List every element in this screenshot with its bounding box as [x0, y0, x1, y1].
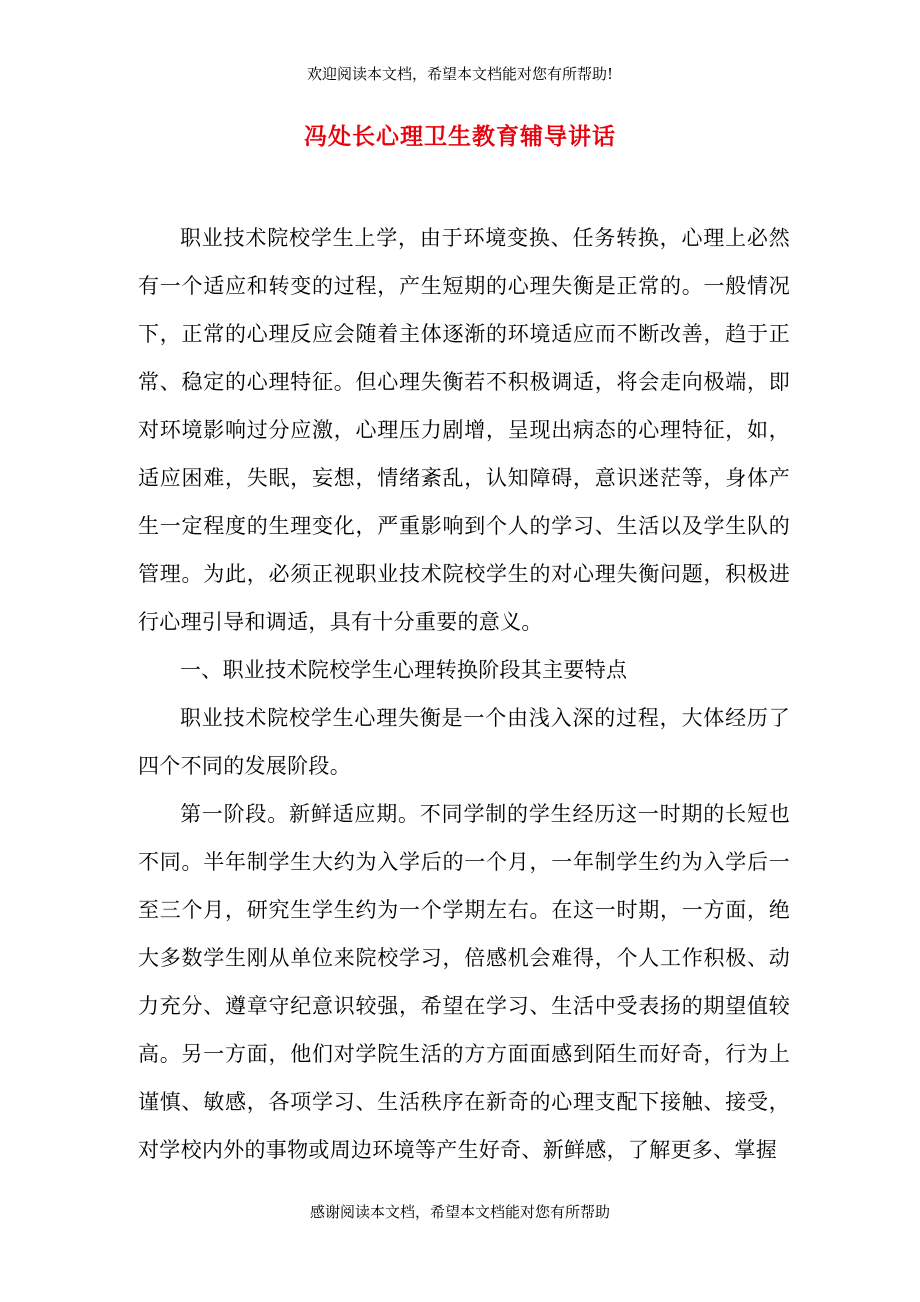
paragraph-stages-overview: 职业技术院校学生心理失衡是一个由浅入深的过程，大体经历了四个不同的发展阶段。 — [138, 706, 790, 778]
section-heading-1: 一、职业技术院校学生心理转换阶段其主要特点 — [180, 658, 628, 682]
paragraph-intro: 职业技术院校学生上学，由于环境变换、任务转换，心理上必然有一个适应和转变的过程，产生短期的心理失衡是正常的。一般情况下，正常的心理反应会随着主体逐渐的环境适应而不断改善，趋于正常、稳定的心理特征。但心理失衡若不积极调适，将会走向极端，即对环境影响过分应激，心理压力剧增，呈现出病态的心理特征，如，适应困难，失眠，妄想，情绪紊乱，认知障碍，意识迷茫等，身体产生一定程度的生理变化，严重影响到个人的学习、生活以及学生队的管理。为此，必须正视职业技术院校学生的对心理失衡问题，积极进行心理引导和调适，具有十分重要的意义。 — [138, 226, 790, 634]
document-body — [138, 214, 790, 1174]
page-footer-note: 感谢阅读本文档，希望本文档能对您有所帮助 — [309, 1203, 610, 1221]
paragraph-stage-one: 第一阶段。新鲜适应期。不同学制的学生经历这一时期的长短也不同。半年制学生大约为入学后的一个月，一年制学生约为入学后一至三个月，研究生学生约为一个学期左右。在这一时期，一方面，绝大多数学生刚从单位来院校学习，倍感机会难得，个人工作积极、动力充分、遵章守纪意识较强，希望在学习、生活中受表扬的期望值较高。另一方面，他们对学院生活的方方面面感到陌生而好奇，行为上谨慎、敏感，各项学习、生活秩序在新奇的心理支配下接触、接受，对学校内外的事物或周边环境等产生好奇、新鲜感，了解更多、掌握 — [138, 802, 790, 1162]
document-title: 冯处长心理卫生教育辅导讲话 — [304, 123, 616, 150]
page-header-note: 欢迎阅读本文档，希望本文档能对您有所帮助! — [306, 65, 614, 83]
